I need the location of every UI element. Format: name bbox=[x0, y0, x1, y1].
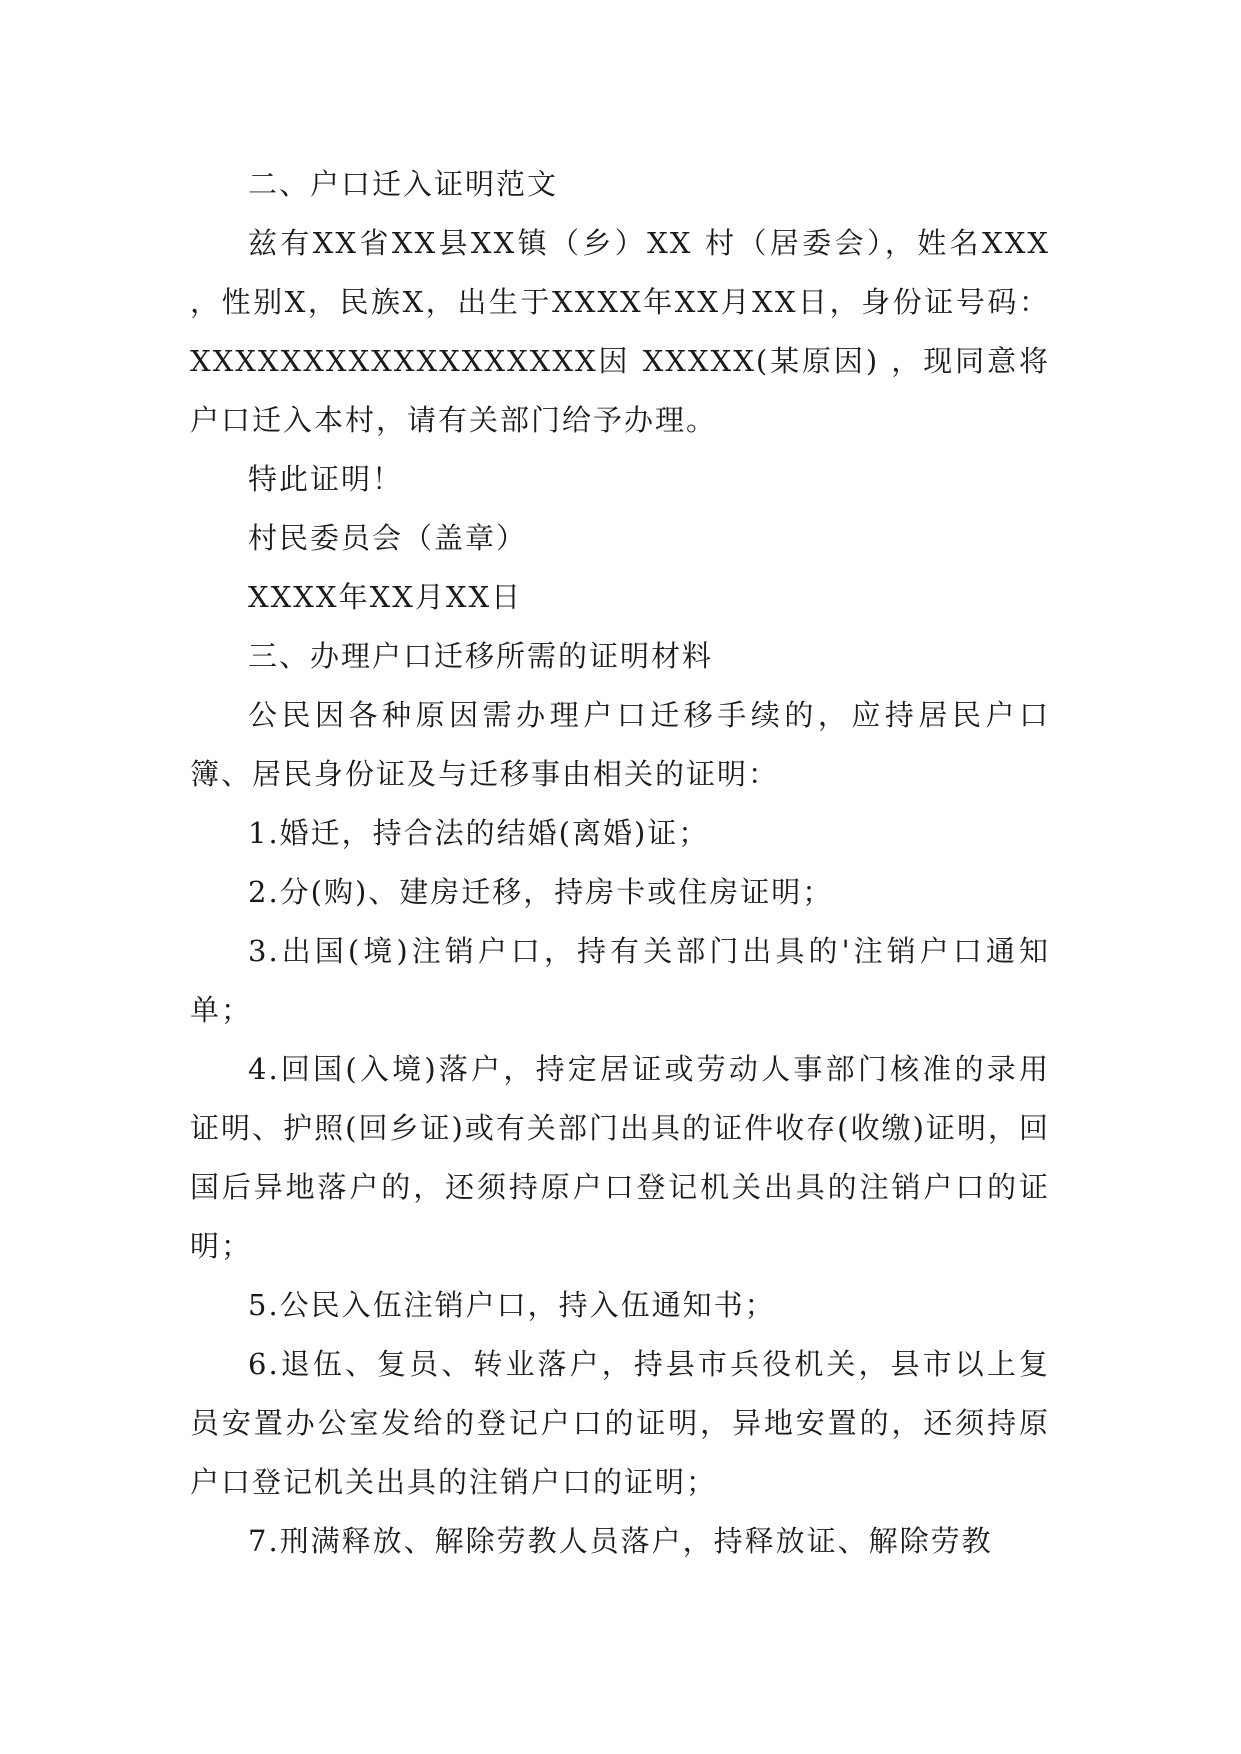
materials-intro-paragraph: 公民因各种原因需办理户口迁移手续的，应持居民户口簿、居民身份证及与迁移事由相关的证明： bbox=[190, 698, 1050, 791]
list-item: 6.退伍、复员、转业落户，持县市兵役机关，县市以上复员安置办公室发给的登记户口的证明，异地安置的，还须持原户口登记机关出具的注销户口的证明； bbox=[190, 1347, 1050, 1499]
list-item: 1.婚迁，持合法的结婚(离婚)证； bbox=[248, 816, 710, 850]
list-item: 4.回国(入境)落户，持定居证或劳动人事部门核准的录用证明、护照(回乡证)或有关部门出具的证件收存(收缴)证明，回国后异地落户的，还须持原户口登记机关出具的注销户口的证明； bbox=[190, 1052, 1050, 1263]
certificate-date: XXXX年XX月XX日 bbox=[248, 580, 523, 614]
list-item: 7.刑满释放、解除劳教人员落户，持释放证、解除劳教 bbox=[248, 1524, 993, 1558]
certificate-body-paragraph: 兹有XX省XX县XX镇（乡）XX 村（居委会），姓名XXX ，性别X，民族X，出生于XXXX年XX月XX日，身份证号码：XXXXXXXXXXXXXXXXXX因 XXXXX(某原因) ，现同意将户口迁入本村，请有关部门给予办理。 bbox=[190, 226, 1050, 437]
list-item: 2.分(购)、建房迁移，持房卡或住房证明； bbox=[248, 875, 834, 909]
list-item: 5.公民入伍注销户口，持入伍通知书； bbox=[248, 1288, 776, 1322]
section-heading-required-materials: 三、办理户口迁移所需的证明材料 bbox=[248, 639, 714, 673]
certificate-signatory: 村民委员会（盖章） bbox=[248, 521, 528, 555]
certificate-closing: 特此证明！ bbox=[248, 462, 404, 496]
document-body bbox=[190, 155, 1050, 1571]
list-item: 3.出国(境)注销户口，持有关部门出具的'注销户口通知单； bbox=[190, 934, 1050, 1027]
section-heading-household-registration-certificate: 二、户口迁入证明范文 bbox=[248, 167, 559, 201]
